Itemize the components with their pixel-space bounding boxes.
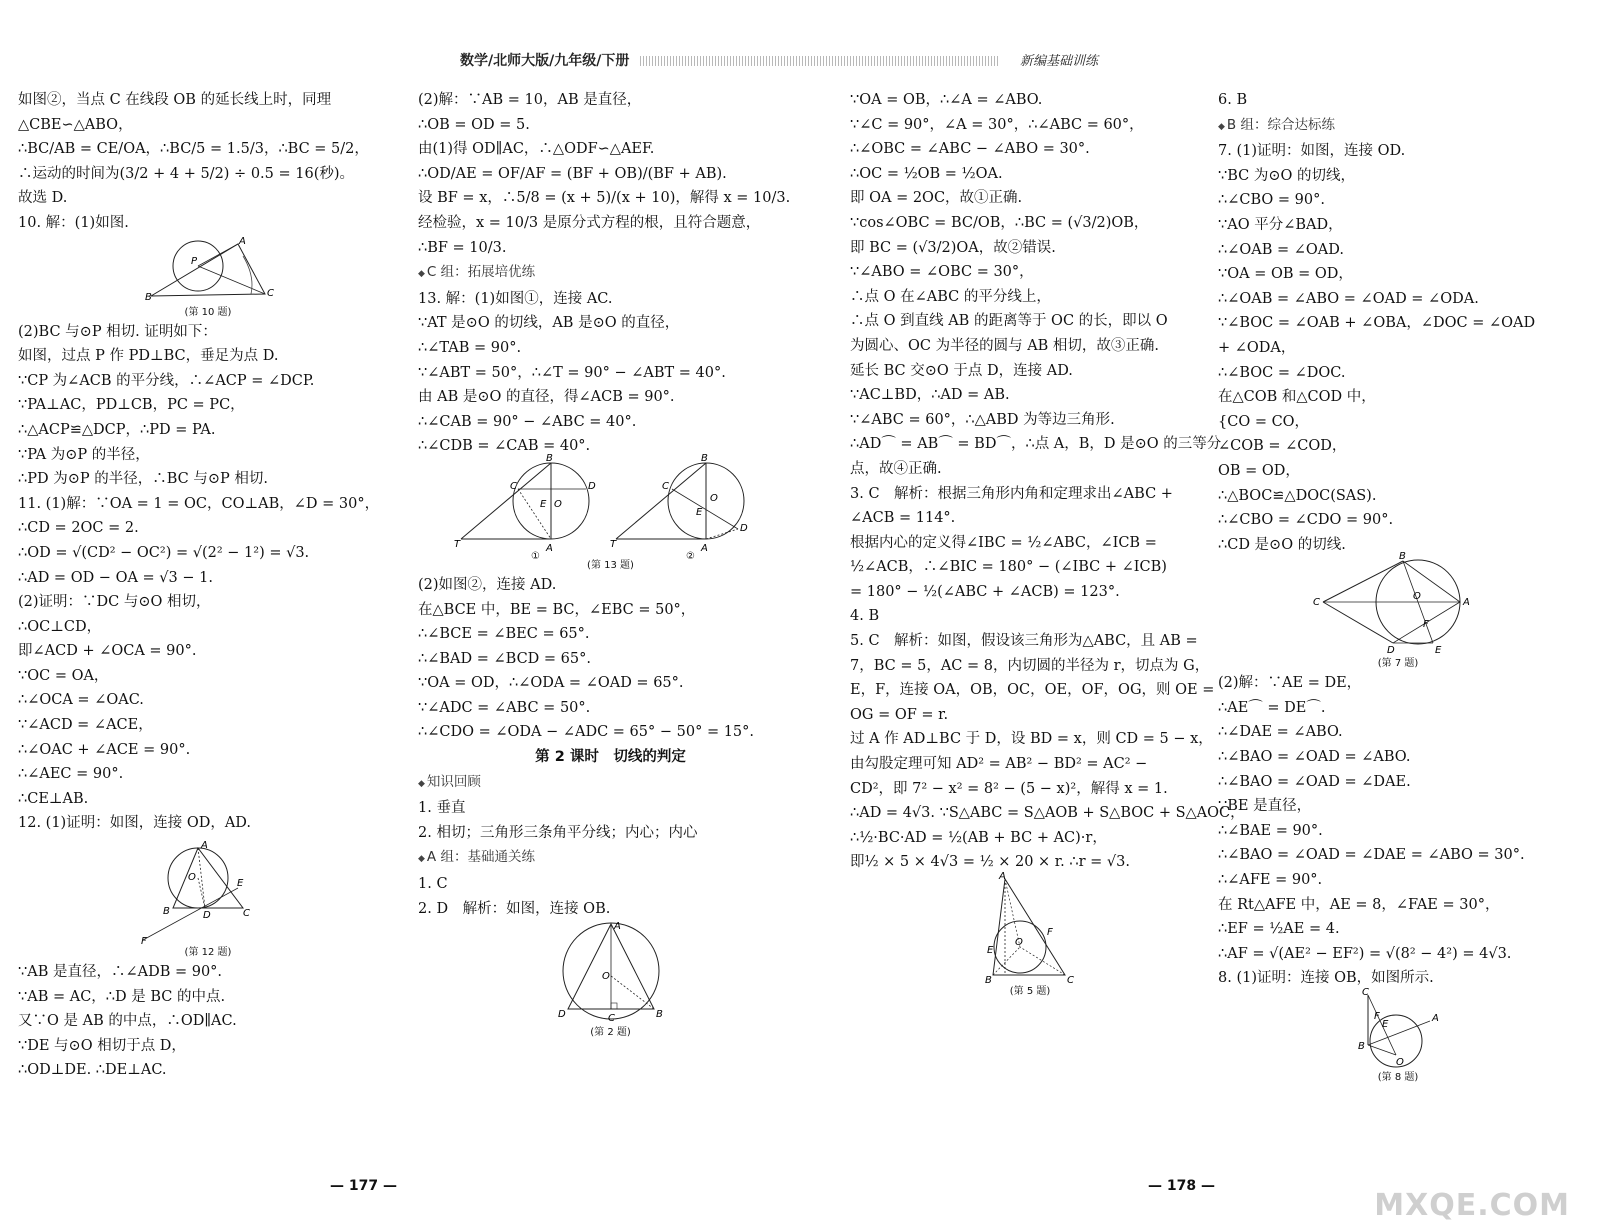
header-breadcrumb: 数学/北师大版/九年级/下册 bbox=[460, 53, 630, 69]
text-line: ∴OD = √(CD² − OC²) = √(2² − 1²) = √3. bbox=[18, 544, 310, 561]
figure-12-caption: (第 12 题) bbox=[184, 947, 232, 959]
text-line: ∴∠BCE = ∠BEC = 65°. bbox=[418, 626, 590, 643]
text-line: ∴EF = ½AE = 4. bbox=[1218, 921, 1340, 938]
svg-text:A: A bbox=[700, 542, 708, 554]
text-block-4c bbox=[1218, 671, 1578, 991]
text-line: 由勾股定理可知 AD² = AB² − BD² = AC² − bbox=[850, 756, 1148, 773]
svg-text:E: E bbox=[1435, 645, 1442, 657]
text-line: ∴∠CBO = 90°. bbox=[1218, 192, 1325, 209]
text-line: ∠ACB = 114°. bbox=[850, 510, 956, 527]
text-line: ∴∠CDO = ∠ODA − ∠ADC = 65° − 50° = 15°. bbox=[418, 724, 755, 741]
text-block-4b bbox=[1218, 139, 1578, 557]
text-line: 经检验，x = 10/3 是原分式方程的根，且符合题意， bbox=[418, 214, 761, 231]
svg-text:B: B bbox=[163, 906, 170, 918]
text-line: ∴∠BAO = ∠OAD = ∠ABO. bbox=[1218, 749, 1411, 766]
svg-text:A: A bbox=[1463, 597, 1470, 609]
text-line: 如图②，当点 C 在线段 OB 的延长线上时，同理 bbox=[18, 92, 332, 108]
text-line: 如图，过点 P 作 PD⊥BC，垂足为点 D. bbox=[18, 348, 279, 365]
svg-text:O: O bbox=[1015, 937, 1023, 948]
figure-7-caption: (第 7 题) bbox=[1377, 658, 1419, 670]
text-line: ∵OA = OD，∴∠ODA = ∠OAD = 65°. bbox=[418, 675, 684, 692]
svg-text:T: T bbox=[453, 538, 460, 550]
text-line: ∴∠OBC = ∠ABC − ∠ABO = 30°. bbox=[850, 141, 1090, 158]
watermark-logo: MXQE.COM bbox=[1374, 1188, 1570, 1223]
svg-text:E: E bbox=[987, 945, 994, 956]
text-line: + ∠ODA， bbox=[1218, 339, 1296, 356]
text-line: 5. C 解析：如图，假设该三角形为△ABC，且 AB = bbox=[850, 633, 1198, 650]
figure-7-diagram bbox=[1313, 551, 1483, 657]
text-line: ∴OC⊥CD， bbox=[18, 618, 102, 635]
text-line: 7，BC = 5，AC = 8，内切圆的半径为 r，切点为 G， bbox=[850, 657, 1210, 674]
text-line: 在 Rt△AFE 中，AE = 8，∠FAE = 30°， bbox=[1218, 896, 1500, 913]
svg-text:O: O bbox=[709, 492, 718, 504]
header-dotted-band bbox=[640, 56, 1000, 66]
text-line: △CBE∽△ABO， bbox=[18, 116, 133, 133]
text-line: 点，故④正确. bbox=[850, 460, 942, 477]
section-a-heading: ◆ A 组：基础通关练 bbox=[418, 845, 803, 872]
text-line: 故选 D. bbox=[18, 190, 68, 207]
svg-text:O: O bbox=[601, 971, 610, 983]
text-line: {CO = CO， bbox=[1218, 413, 1310, 430]
text-line: ∴AD⌒ = AB⌒ = BD⌒，∴点 A，B，D 是⊙O 的三等分 bbox=[850, 436, 1222, 453]
text-line: ∴∠TAB = 90°. bbox=[418, 339, 522, 356]
text-line: ∴∠BAD = ∠BCD = 65°. bbox=[418, 650, 591, 667]
svg-text:P: P bbox=[191, 255, 198, 267]
text-line: 根据内心的定义得∠IBC = ½∠ABC，∠ICB = bbox=[850, 534, 1157, 551]
text-line: (2)BC 与⊙P 相切. 证明如下： bbox=[18, 323, 217, 340]
text-line: ∴∠OAC + ∠ACE = 90°. bbox=[18, 741, 191, 758]
text-line: 在△BCE 中，BE = BC，∠EBC = 50°， bbox=[418, 601, 696, 618]
text-line: ∵BC 为⊙O 的切线， bbox=[1218, 167, 1355, 184]
text-line: ∵AC⊥BD，∴AD = AB. bbox=[850, 387, 1010, 404]
svg-text:A: A bbox=[201, 840, 208, 852]
text-line: ∴∠OAB = ∠ABO = ∠OAD = ∠ODA. bbox=[1218, 290, 1479, 307]
svg-text:D: D bbox=[557, 1009, 566, 1021]
text-line: ∴∠CAB = 90° − ∠ABC = 40°. bbox=[418, 413, 637, 430]
answer-column-1 bbox=[18, 88, 398, 1083]
figure-10-diagram bbox=[143, 236, 273, 306]
figure-13-label-1: ① bbox=[530, 550, 540, 562]
text-line: 即∠ACD + ∠OCA = 90°. bbox=[18, 643, 197, 660]
svg-text:D: D bbox=[739, 522, 748, 534]
lesson-title: 第 2 课时 切线的判定 bbox=[535, 749, 686, 766]
text-block-2b bbox=[418, 287, 803, 459]
text-line: = 180° − ½(∠ABC + ∠ACB) = 123°. bbox=[850, 583, 1120, 600]
text-line: ∵OC = OA， bbox=[18, 667, 109, 684]
text-line: 1. C bbox=[418, 876, 448, 893]
text-line: 2. D 解析：如图，连接 OB. bbox=[418, 900, 611, 917]
text-block-1a bbox=[18, 88, 398, 236]
svg-text:B: B bbox=[145, 291, 152, 303]
text-line: 即 OA = 2OC，故①正确. bbox=[850, 190, 1023, 207]
text-line: ∵∠ADC = ∠ABC = 50°. bbox=[418, 699, 591, 716]
text-line: 3. C 解析：根据三角形内角和定理求出∠ABC + bbox=[850, 485, 1173, 502]
text-line: ∠COB = ∠COD， bbox=[1218, 438, 1347, 455]
figure-10 bbox=[18, 236, 398, 320]
text-line: ∴∠CDB = ∠CAB = 40°. bbox=[418, 438, 591, 455]
text-line: OG = OF = r. bbox=[850, 706, 949, 723]
text-line: 设 BF = x，∴5/8 = (x + 5)/(x + 10)，解得 x = 10/3. bbox=[418, 190, 791, 207]
figure-5-diagram bbox=[985, 871, 1075, 986]
text-line: ∴∠BAE = 90°. bbox=[1218, 822, 1323, 839]
svg-text:C: C bbox=[607, 1013, 615, 1025]
svg-text:B: B bbox=[545, 452, 553, 464]
figure-8-caption: (第 8 题) bbox=[1377, 1072, 1419, 1083]
figure-10-caption: (第 10 题) bbox=[184, 306, 232, 318]
text-line: ∴CD = 2OC = 2. bbox=[18, 520, 139, 537]
svg-text:B: B bbox=[985, 975, 992, 986]
text-line: ∵AB = AC，∴D 是 BC 的中点. bbox=[18, 988, 226, 1005]
answer-column-4 bbox=[1218, 88, 1578, 1085]
figure-12 bbox=[18, 836, 398, 960]
text-line: ∵∠C = 90°，∠A = 30°，∴∠ABC = 60°， bbox=[850, 116, 1144, 133]
text-line: (2)证明：∵DC 与⊙O 相切， bbox=[18, 594, 211, 611]
section-review-heading: ◆ 知识回顾 bbox=[418, 770, 803, 797]
svg-text:C: C bbox=[1362, 987, 1369, 998]
answer-column-2 bbox=[418, 88, 803, 1040]
text-line: ∴PD 为⊙P 的半径，∴BC 与⊙P 相切. bbox=[18, 471, 268, 488]
text-line: ∴BC/AB = CE/OA，∴BC/5 = 1.5/3，∴BC = 5/2， bbox=[18, 141, 369, 158]
svg-text:E: E bbox=[1382, 1019, 1389, 1030]
text-line: 延长 BC 交⊙O 于点 D，连接 AD. bbox=[850, 362, 1073, 379]
text-line: ∴∠AEC = 90°. bbox=[18, 766, 124, 783]
svg-text:B: B bbox=[655, 1009, 663, 1021]
text-line: (2)如图②，连接 AD. bbox=[418, 576, 557, 593]
svg-text:O: O bbox=[553, 498, 562, 510]
figure-5-caption: (第 5 题) bbox=[1009, 986, 1051, 997]
text-line: ∴△ACP≌△DCP，∴PD = PA. bbox=[18, 421, 216, 438]
text-line: ∴运动的时间为(3/2 + 4 + 5/2) ÷ 0.5 = 16(秒)。 bbox=[18, 165, 355, 182]
text-line: ∴OD/AE = OF/AF = (BF + OB)/(BF + AB). bbox=[418, 165, 727, 182]
text-line: ∴△BOC≌△DOC(SAS). bbox=[1218, 487, 1377, 504]
figure-7 bbox=[1218, 551, 1578, 671]
text-line: ∴½·BC·AD = ½(AB + BC + AC)·r， bbox=[850, 829, 1107, 846]
figure-13-label-2: ② bbox=[685, 550, 695, 562]
page-number-left: — 177 — bbox=[330, 1178, 397, 1194]
text-line: ½∠ACB，∴∠BIC = 180° − (∠IBC + ∠ICB) bbox=[850, 559, 1167, 576]
svg-text:C: C bbox=[661, 480, 669, 492]
text-line: ∴AD = 4√3. ∵S△ABC = S△AOB + S△BOC + S△AOC， bbox=[850, 805, 1245, 822]
text-line: ∵cos∠OBC = BC/OB，∴BC = (√3/2)OB， bbox=[850, 214, 1149, 231]
section-c-heading: ◆ C 组：拓展培优练 bbox=[418, 260, 803, 287]
text-line: ∴AD = OD − OA = √3 − 1. bbox=[18, 569, 213, 586]
text-line: ∴∠BAO = ∠OAD = ∠DAE. bbox=[1218, 773, 1411, 790]
figure-12-diagram bbox=[143, 836, 273, 946]
text-line: ∴∠BOC = ∠DOC. bbox=[1218, 364, 1346, 381]
text-line: 2. 相切；三角形三条角平分线；内心；内心 bbox=[418, 824, 698, 841]
text-line: 由 AB 是⊙O 的直径，得∠ACB = 90°. bbox=[418, 389, 675, 406]
text-line: OB = OD， bbox=[1218, 462, 1300, 479]
text-block-4a bbox=[1218, 88, 1578, 113]
svg-text:O: O bbox=[1396, 1057, 1404, 1068]
text-line: (2)解：∵AB = 10，AB 是直径， bbox=[418, 92, 642, 108]
text-line: ∵∠BOC = ∠OAB + ∠OBA，∠DOC = ∠OAD bbox=[1218, 315, 1536, 332]
text-line: 8. (1)证明：连接 OB，如图所示. bbox=[1218, 970, 1434, 987]
svg-text:C: C bbox=[1067, 975, 1074, 986]
text-line: ∴∠BAO = ∠OAD = ∠DAE = ∠ABO = 30°. bbox=[1218, 847, 1525, 864]
svg-text:B: B bbox=[1399, 551, 1406, 563]
text-line: ∴CE⊥AB. bbox=[18, 790, 89, 807]
text-line: CD²，即 7² − x² = 8² − (5 − x)²，解得 x = 1. bbox=[850, 780, 1168, 797]
page-header bbox=[460, 48, 1180, 74]
text-line: ∴CD 是⊙O 的切线. bbox=[1218, 536, 1346, 553]
text-line: 即 BC = (√3/2)OA，故②错误. bbox=[850, 239, 1056, 256]
text-line: ∴∠OAB = ∠OAD. bbox=[1218, 241, 1344, 258]
text-line: 由(1)得 OD∥AC，∴△ODF∽△AEF. bbox=[418, 141, 655, 158]
svg-text:E: E bbox=[695, 506, 702, 518]
text-line: ∵∠ABT = 50°，∴∠T = 90° − ∠ABT = 40°. bbox=[418, 364, 726, 381]
figure-2-diagram bbox=[556, 921, 666, 1026]
svg-text:B: B bbox=[1358, 1041, 1365, 1052]
figure-13 bbox=[418, 452, 803, 573]
svg-text:O: O bbox=[188, 872, 196, 884]
text-block-2d bbox=[418, 872, 803, 921]
text-block-2a bbox=[418, 88, 803, 260]
text-line: 1. 垂直 bbox=[418, 800, 466, 817]
text-line: ∴点 O 在∠ABC 的平分线上， bbox=[850, 288, 1051, 305]
page-number-right: — 178 — bbox=[1148, 1178, 1215, 1194]
svg-text:D: D bbox=[203, 910, 211, 922]
text-line: ∵OA = OB，∴∠A = ∠ABO. bbox=[850, 92, 1043, 108]
text-line: 又∵O 是 AB 的中点，∴OD∥AC. bbox=[18, 1013, 237, 1030]
figure-8-diagram bbox=[1348, 987, 1448, 1071]
text-line: ∴AE⌒ = DE⌒. bbox=[1218, 699, 1326, 716]
text-line: ∵DE 与⊙O 相切于点 D， bbox=[18, 1037, 186, 1054]
text-line: 7. (1)证明：如图，连接 OD. bbox=[1218, 143, 1406, 160]
svg-text:O: O bbox=[1413, 591, 1421, 603]
figure-2-caption: (第 2 题) bbox=[590, 1027, 631, 1039]
svg-text:D: D bbox=[587, 480, 596, 492]
figure-13-caption: (第 13 题) bbox=[587, 559, 634, 571]
text-line: ∴AF = √(AE² − EF²) = √(8² − 4²) = 4√3. bbox=[1218, 945, 1512, 962]
svg-text:A: A bbox=[613, 921, 621, 933]
text-line: ∴点 O 到直线 AB 的距离等于 OC 的长，即以 O bbox=[850, 313, 1168, 330]
text-line: 6. B bbox=[1218, 92, 1248, 108]
text-line: ∵OA = OB = OD， bbox=[1218, 266, 1353, 283]
figure-5 bbox=[850, 871, 1210, 999]
text-line: E，F，连接 OA，OB，OC，OE，OF，OG，则 OE = bbox=[850, 682, 1215, 699]
text-line: 即½ × 5 × 4√3 = ½ × 20 × r. ∴r = √3. bbox=[850, 854, 1130, 871]
text-line: ∵AT 是⊙O 的切线，AB 是⊙O 的直径， bbox=[418, 315, 680, 332]
svg-text:A: A bbox=[1432, 1013, 1439, 1024]
svg-text:C: C bbox=[267, 287, 274, 299]
svg-text:F: F bbox=[1374, 1011, 1380, 1022]
svg-text:C: C bbox=[243, 908, 250, 920]
svg-text:A: A bbox=[999, 871, 1006, 882]
figure-2 bbox=[418, 921, 803, 1040]
header-series-title: 新编基础训练 bbox=[1020, 54, 1099, 69]
svg-text:F: F bbox=[141, 936, 147, 948]
text-line: (2)解：∵AE = DE， bbox=[1218, 675, 1362, 692]
text-line: 12. (1)证明：如图，连接 OD，AD. bbox=[18, 815, 252, 832]
text-line: 在△COB 和△COD 中， bbox=[1218, 389, 1376, 406]
text-line: ∴∠DAE = ∠ABO. bbox=[1218, 724, 1343, 741]
text-line: 过 A 作 AD⊥BC 于 D，设 BD = x，则 CD = 5 − x， bbox=[850, 731, 1213, 748]
svg-text:C: C bbox=[509, 480, 517, 492]
svg-text:E: E bbox=[237, 878, 244, 890]
text-block-1b bbox=[18, 320, 398, 836]
section-b-heading: ◆ B 组：综合达标练 bbox=[1218, 113, 1578, 140]
svg-text:F: F bbox=[1047, 927, 1053, 938]
svg-text:A: A bbox=[239, 235, 246, 247]
figure-8 bbox=[1218, 987, 1578, 1085]
figure-13-diagram bbox=[446, 452, 776, 562]
text-line: ∵∠ABC = 60°，∴△ABD 为等边三角形. bbox=[850, 411, 1115, 428]
svg-text:D: D bbox=[1387, 645, 1395, 657]
text-line: ∵PA⊥AC，PD⊥CB，PC = PC， bbox=[18, 397, 245, 414]
text-line: ∵BE 是直径， bbox=[1218, 798, 1312, 815]
svg-text:C: C bbox=[1313, 597, 1320, 609]
text-line: 13. 解：(1)如图①，连接 AC. bbox=[418, 290, 613, 307]
text-line: ∴∠AFE = 90°. bbox=[1218, 872, 1323, 889]
text-line: ∴OC = ½OB = ½OA. bbox=[850, 165, 1003, 182]
text-line: ∴∠CBO = ∠CDO = 90°. bbox=[1218, 512, 1394, 529]
svg-text:B: B bbox=[700, 452, 708, 464]
text-line: 10. 解：(1)如图. bbox=[18, 214, 129, 231]
text-line: 4. B bbox=[850, 608, 880, 625]
text-line: ∵AO 平分∠BAD， bbox=[1218, 216, 1343, 233]
text-line: ∵∠ABO = ∠OBC = 30°， bbox=[850, 264, 1034, 281]
svg-text:E: E bbox=[539, 498, 546, 510]
text-line: ∵CP 为∠ACB 的平分线，∴∠ACP = ∠DCP. bbox=[18, 372, 315, 389]
text-line: 为圆心、OC 为半径的圆与 AB 相切，故③正确. bbox=[850, 337, 1160, 354]
text-line: ∴OB = OD = 5. bbox=[418, 116, 530, 133]
text-line: ∴∠OCA = ∠OAC. bbox=[18, 692, 144, 709]
text-block-1c bbox=[18, 960, 398, 1083]
text-line: ∴BF = 10/3. bbox=[418, 239, 507, 256]
text-block-2c bbox=[418, 573, 803, 745]
text-line: ∴OD⊥DE. ∴DE⊥AC. bbox=[18, 1062, 167, 1079]
text-line: ∵PA 为⊙P 的半径， bbox=[18, 446, 150, 463]
svg-text:F: F bbox=[1423, 619, 1429, 631]
text-line: ∵AB 是直径，∴∠ADB = 90°. bbox=[18, 964, 223, 981]
svg-text:A: A bbox=[545, 542, 553, 554]
text-block-review bbox=[418, 796, 803, 845]
text-line: 11. (1)解：∵OA = 1 = OC，CO⊥AB，∠D = 30°， bbox=[18, 495, 380, 512]
text-line: ∵∠ACD = ∠ACE， bbox=[18, 717, 153, 734]
svg-text:T: T bbox=[609, 538, 616, 550]
